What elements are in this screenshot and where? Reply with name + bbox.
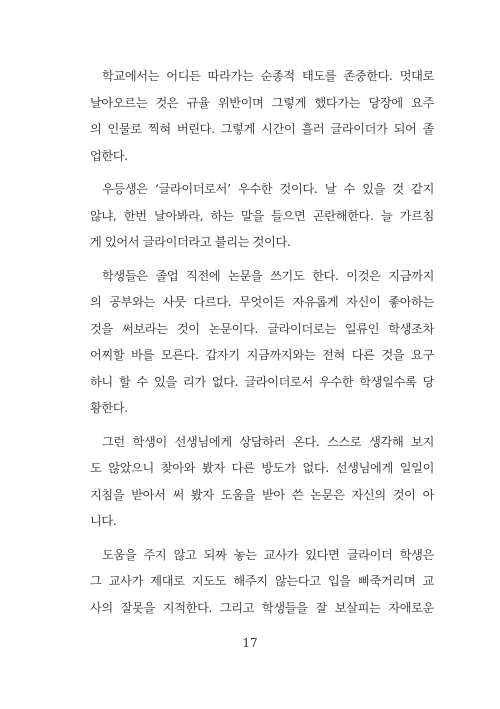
paragraph-3 <box>90 263 434 422</box>
paragraph-1 <box>90 63 434 169</box>
text-line: 황한다. <box>90 401 128 415</box>
page-number: 17 <box>242 636 258 650</box>
paragraph-2 <box>90 176 434 256</box>
text-line: 것을 써보라는 것이 논문이다. 글라이더로는 일류인 학생조차 <box>90 321 434 336</box>
text-line: 지침을 받아서 써 봤자 도움을 받아 쓴 논문은 자신의 것이 아 <box>90 487 434 502</box>
text-line: 하니 할 수 있을 리가 없다. 글라이더로서 우수한 학생일수록 당 <box>90 374 434 389</box>
body-text <box>90 63 434 628</box>
text-line: 업한다. <box>90 148 128 163</box>
text-line: 우등생은 ‘글라이더로서’ 우수한 것이다. 날 수 있을 것 같지 <box>102 182 434 196</box>
text-line: 어찌할 바를 모른다. 갑자기 지금까지와는 전혀 다른 것을 요구 <box>90 348 434 362</box>
text-line: 의 공부와는 사뭇 다르다. 무엇이든 자유롭게 자신이 좋아하는 <box>90 295 434 309</box>
text-line: 니다. <box>90 514 117 528</box>
text-line: 도 않았으니 찾아와 봤자 다른 방도가 없다. 선생님에게 일일이 <box>90 461 434 475</box>
text-line: 게 있어서 글라이더라고 불리는 것이다. <box>90 235 291 249</box>
text-line: 않냐, 한번 날아봐라, 하는 말을 들으면 곤란해한다. 늘 가르침 <box>90 208 434 223</box>
paragraph-5 <box>90 542 434 622</box>
paragraph-4 <box>90 429 434 535</box>
text-line: 그런 학생이 선생님에게 상담하러 온다. 스스로 생각해 보지 <box>102 434 434 449</box>
text-line: 의 인물로 찍혀 버린다. 그렇게 시간이 흘러 글라이더가 되어 졸 <box>90 122 434 136</box>
text-line: 학교에서는 어디든 따라가는 순종적 태도를 존중한다. 멋대로 <box>102 69 434 83</box>
text-line: 그 교사가 제대로 지도도 해주지 않는다고 입을 삐죽거리며 교 <box>90 574 434 588</box>
text-line: 학생들은 졸업 직전에 논문을 쓰기도 한다. 이것은 지금까지 <box>102 268 434 283</box>
text-line: 날아오르는 것은 규율 위반이며 그렇게 했다가는 당장에 요주 <box>90 95 434 110</box>
text-line: 사의 잘못을 지적한다. 그리고 학생들을 잘 보살피는 자애로운 <box>90 600 434 615</box>
text-line: 도움을 주지 않고 되짜 놓는 교사가 있다면 글라이더 학생은 <box>102 547 434 562</box>
